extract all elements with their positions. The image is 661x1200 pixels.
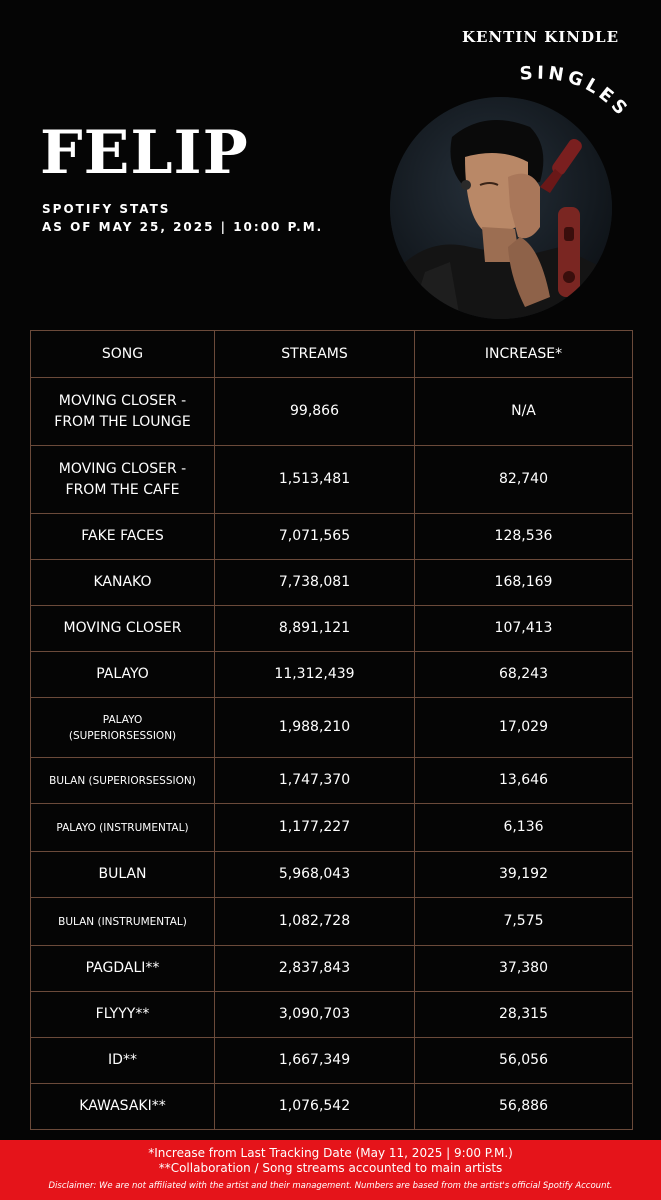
subtitle-platform: SPOTIFY STATS <box>42 202 171 216</box>
streams-cell: 7,071,565 <box>215 514 415 560</box>
table-row <box>31 698 633 758</box>
svg-text:SINGLES <box>519 63 634 122</box>
footnote-increase: *Increase from Last Tracking Date (May 11, 2025 | 9:00 P.M.) <box>148 1146 513 1160</box>
increase-cell: 68,243 <box>415 652 633 698</box>
song-line: MOVING CLOSER - <box>58 460 187 477</box>
increase-cell: 6,136 <box>415 804 633 852</box>
song-cell: PALAYO (INSTRUMENTAL) <box>31 804 215 852</box>
song-cell: PAGDALI** <box>31 946 215 992</box>
streams-cell: 1,082,728 <box>215 898 415 946</box>
table-row <box>31 378 633 446</box>
column-header-streams: STREAMS <box>215 331 415 378</box>
table-row <box>31 758 633 804</box>
song-cell <box>31 698 215 758</box>
subtitle-date: AS OF MAY 25, 2025 | 10:00 P.M. <box>42 220 324 234</box>
table-row <box>31 898 633 946</box>
table-row <box>31 560 633 606</box>
increase-cell: 82,740 <box>415 446 633 514</box>
streams-cell: 7,738,081 <box>215 560 415 606</box>
table-row <box>31 1084 633 1130</box>
increase-cell: 13,646 <box>415 758 633 804</box>
table-row <box>31 514 633 560</box>
table-row <box>31 946 633 992</box>
table-row <box>31 804 633 852</box>
singles-badge-text: SINGLES <box>518 62 634 122</box>
streams-cell: 99,866 <box>215 378 415 446</box>
song-cell: KAWASAKI** <box>31 1084 215 1130</box>
streams-cell: 1,513,481 <box>215 446 415 514</box>
streams-cell: 1,747,370 <box>215 758 415 804</box>
increase-cell: 37,380 <box>415 946 633 992</box>
song-cell: FLYYY** <box>31 992 215 1038</box>
streams-cell: 5,968,043 <box>215 852 415 898</box>
table-row <box>31 606 633 652</box>
streams-cell: 3,090,703 <box>215 992 415 1038</box>
streams-cell: 2,837,843 <box>215 946 415 992</box>
streams-cell: 1,667,349 <box>215 1038 415 1084</box>
increase-cell: 107,413 <box>415 606 633 652</box>
streams-cell: 1,076,542 <box>215 1084 415 1130</box>
song-cell <box>31 378 215 446</box>
increase-cell: 168,169 <box>415 560 633 606</box>
table-row <box>31 652 633 698</box>
song-line: MOVING CLOSER - <box>58 392 187 409</box>
streams-cell: 1,177,227 <box>215 804 415 852</box>
streams-cell: 8,891,121 <box>215 606 415 652</box>
song-cell: BULAN (INSTRUMENTAL) <box>31 898 215 946</box>
singles-badge <box>500 60 650 160</box>
increase-cell: 17,029 <box>415 698 633 758</box>
increase-cell: 128,536 <box>415 514 633 560</box>
increase-cell: 56,886 <box>415 1084 633 1130</box>
song-cell: KANAKO <box>31 560 215 606</box>
stats-table <box>30 330 633 1130</box>
increase-cell: N/A <box>415 378 633 446</box>
table-row <box>31 1038 633 1084</box>
song-cell: BULAN (SUPERIORSESSION) <box>31 758 215 804</box>
column-header-song: SONG <box>31 331 215 378</box>
artist-name: FELIP <box>40 118 249 188</box>
song-cell: ID** <box>31 1038 215 1084</box>
increase-cell: 56,056 <box>415 1038 633 1084</box>
streams-cell: 11,312,439 <box>215 652 415 698</box>
table-row <box>31 992 633 1038</box>
song-line: FROM THE CAFE <box>65 481 180 498</box>
increase-cell: 28,315 <box>415 992 633 1038</box>
song-line: FROM THE LOUNGE <box>54 413 191 430</box>
disclaimer-text: Disclaimer: We are not affiliated with the artist and their management. Numbers are based from the artist's official Spotify Account. <box>48 1181 613 1191</box>
song-cell: BULAN <box>31 852 215 898</box>
increase-cell: 39,192 <box>415 852 633 898</box>
column-header-increase: INCREASE* <box>415 331 633 378</box>
song-cell: PALAYO <box>31 652 215 698</box>
footer-banner <box>0 1140 661 1200</box>
song-cell: FAKE FACES <box>31 514 215 560</box>
footnote-collaboration: **Collaboration / Song streams accounted to main artists <box>158 1161 503 1175</box>
song-line: (SUPERIORSESSION) <box>68 729 177 742</box>
brand-logo: KENTIN KINDLE <box>461 28 619 46</box>
song-cell <box>31 446 215 514</box>
table-row <box>31 852 633 898</box>
increase-cell: 7,575 <box>415 898 633 946</box>
streams-cell: 1,988,210 <box>215 698 415 758</box>
song-line: PALAYO <box>102 713 143 726</box>
song-cell: MOVING CLOSER <box>31 606 215 652</box>
table-row <box>31 446 633 514</box>
